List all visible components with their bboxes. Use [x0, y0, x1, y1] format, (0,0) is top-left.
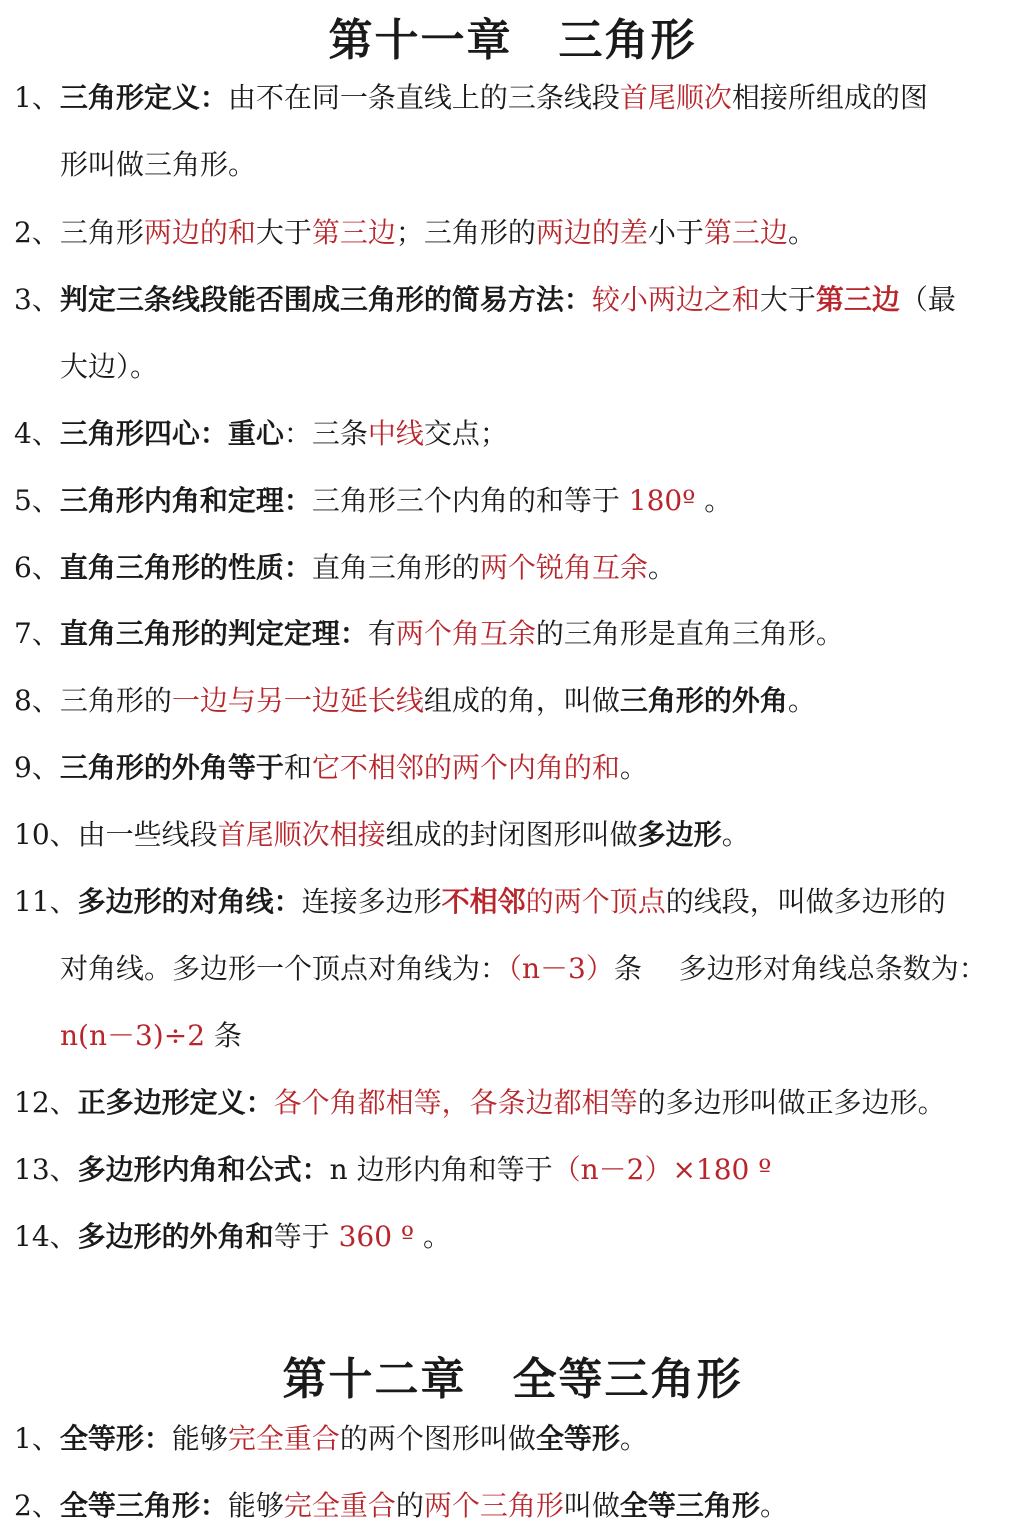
text-segment: 9、: [14, 751, 60, 784]
chapter-12-title: 第十二章 全等三角形: [282, 1354, 743, 1405]
text-segment: 和: [283, 751, 312, 784]
text-segment: 有: [367, 617, 396, 650]
text-segment: 大边）。: [60, 350, 159, 383]
text-segment: 直角三角形的: [311, 551, 480, 584]
ch11-item-11-line-2: [60, 949, 987, 989]
text-segment: （n－2）×180 º: [552, 1153, 772, 1186]
text-segment: 三角形的外角: [619, 684, 788, 717]
text-segment: 4、: [14, 417, 60, 450]
text-segment: 首尾顺次: [619, 81, 732, 114]
text-segment: 。: [414, 1220, 451, 1253]
text-segment: 两个三角形: [423, 1489, 564, 1522]
text-segment: 的: [395, 1489, 424, 1522]
text-segment: 正多边形定义：: [77, 1086, 274, 1119]
ch11-item-4-line-1: [14, 414, 508, 454]
text-segment: ：三条: [283, 417, 368, 450]
ch11-item-6-line-1: [14, 548, 676, 588]
text-segment: 三角形三个内角的和等于: [311, 484, 629, 517]
text-segment: 的三角形是直角三角形。: [535, 617, 844, 650]
text-segment: 。: [647, 551, 676, 584]
text-segment: 两边的和: [143, 216, 256, 249]
text-segment: 2、: [14, 1489, 60, 1522]
text-segment: 三角形四心：: [59, 417, 228, 450]
text-segment: 条 多边形对角线总条数为：: [613, 952, 987, 985]
text-segment: 180º: [628, 484, 696, 517]
text-segment: 等于: [273, 1220, 339, 1253]
text-segment: 三角形的外角等于: [59, 751, 284, 784]
text-segment: 由不在同一条直线上的三条线段: [227, 81, 620, 114]
text-segment: 小于: [647, 216, 704, 249]
text-segment: 的两个图形叫做: [339, 1422, 536, 1455]
text-segment: 组成的角，叫做: [423, 684, 620, 717]
text-segment: 多边形的外角和: [77, 1220, 274, 1253]
text-segment: 三角形内角和定理：: [59, 484, 312, 517]
text-segment: 。: [787, 684, 816, 717]
text-segment: 能够: [171, 1422, 228, 1455]
text-segment: 第三边: [311, 216, 396, 249]
text-segment: （最: [899, 283, 956, 316]
text-segment: 不相邻: [441, 885, 526, 918]
text-segment: 条: [205, 1019, 242, 1052]
text-segment: 对角线。多边形一个顶点对角线为：: [60, 952, 509, 985]
text-segment: 中线: [367, 417, 424, 450]
ch11-item-9-line-1: [14, 748, 648, 788]
ch11-item-7-line-1: [14, 614, 844, 654]
text-segment: 连接多边形: [301, 885, 442, 918]
text-segment: 第三边: [703, 216, 788, 249]
text-segment: 14、: [14, 1220, 78, 1253]
ch12-item-1-line-1: [14, 1419, 648, 1459]
chapter-11-title: 第十一章 三角形: [328, 15, 697, 66]
text-segment: 全等形: [535, 1422, 620, 1455]
text-segment: 首尾顺次相接: [217, 818, 386, 851]
text-segment: ；三角形的: [395, 216, 536, 249]
text-segment: 直角三角形的判定定理：: [59, 617, 368, 650]
ch11-item-3-line-1: [14, 280, 956, 320]
text-segment: 的线段，叫做多边形的: [665, 885, 946, 918]
ch11-item-1-line-1: [14, 78, 928, 118]
text-segment: 两个角互余: [395, 617, 536, 650]
text-segment: 完全重合: [227, 1422, 340, 1455]
text-segment: 1、: [14, 81, 60, 114]
text-segment: 10、由一些线段: [14, 818, 218, 851]
text-segment: 形叫做三角形。: [60, 148, 257, 181]
text-segment: 交点；: [423, 417, 508, 450]
text-segment: 。: [787, 216, 816, 249]
text-segment: 三角形定义：: [59, 81, 228, 114]
text-segment: 能够: [227, 1489, 284, 1522]
text-segment: 7、: [14, 617, 60, 650]
ch11-item-3-line-2: [60, 347, 158, 387]
text-segment: 360 º: [338, 1220, 415, 1253]
text-segment: 的两个顶点: [525, 885, 666, 918]
text-segment: 。: [721, 818, 750, 851]
text-segment: 各个角都相等，各条边都相等: [273, 1086, 638, 1119]
text-segment: 11、: [14, 885, 78, 918]
text-segment: 全等形：: [59, 1422, 172, 1455]
text-segment: 多边形: [637, 818, 722, 851]
ch11-item-11-line-3: [60, 1016, 242, 1056]
text-segment: 全等三角形：: [59, 1489, 228, 1522]
text-segment: 6、: [14, 551, 60, 584]
text-segment: 。: [759, 1489, 788, 1522]
text-segment: 12、: [14, 1086, 78, 1119]
text-segment: 第三边: [815, 283, 900, 316]
text-segment: 直角三角形的性质：: [59, 551, 312, 584]
text-segment: 它不相邻的两个内角的和: [311, 751, 620, 784]
text-segment: 重心: [227, 417, 284, 450]
text-segment: 。: [619, 1422, 648, 1455]
text-segment: 的多边形叫做正多边形。: [637, 1086, 946, 1119]
text-segment: 完全重合: [283, 1489, 396, 1522]
text-segment: 较小两边之和: [591, 283, 760, 316]
text-segment: 组成的封闭图形叫做: [385, 818, 638, 851]
ch11-item-11-line-1: [14, 882, 946, 922]
text-segment: 一边与另一边延长线: [171, 684, 424, 717]
text-segment: （n－3）: [508, 952, 614, 985]
text-segment: 2、三角形: [14, 216, 144, 249]
text-segment: 两边的差: [535, 216, 648, 249]
text-segment: 大于: [255, 216, 312, 249]
text-segment: n 边形内角和等于: [329, 1153, 553, 1186]
ch11-item-5-line-1: [14, 481, 732, 521]
text-segment: 1、: [14, 1422, 60, 1455]
text-segment: 13、: [14, 1153, 78, 1186]
ch11-item-10-line-1: [14, 815, 750, 855]
text-segment: 全等三角形: [619, 1489, 760, 1522]
ch12-item-2-line-1: [14, 1486, 788, 1526]
ch11-item-2-line-1: [14, 213, 816, 253]
text-segment: 5、: [14, 484, 60, 517]
ch11-item-1-line-2: [60, 145, 256, 185]
text-segment: 3、: [14, 283, 60, 316]
text-segment: 两个锐角互余: [479, 551, 648, 584]
text-segment: 大于: [759, 283, 816, 316]
ch11-item-8-line-1: [14, 681, 816, 721]
ch11-item-14-line-1: [14, 1217, 451, 1257]
text-segment: 。: [619, 751, 648, 784]
text-segment: 多边形的对角线：: [77, 885, 302, 918]
ch11-item-13-line-1: [14, 1150, 771, 1190]
text-segment: 多边形内角和公式：: [77, 1153, 330, 1186]
text-segment: 叫做: [563, 1489, 620, 1522]
ch11-item-12-line-1: [14, 1083, 946, 1123]
text-segment: 相接所组成的图: [731, 81, 928, 114]
text-segment: 8、三角形的: [14, 684, 172, 717]
text-segment: 。: [695, 484, 733, 517]
text-segment: 判定三条线段能否围成三角形的简易方法：: [59, 283, 592, 316]
text-segment: n(n－3)÷2: [60, 1019, 206, 1052]
